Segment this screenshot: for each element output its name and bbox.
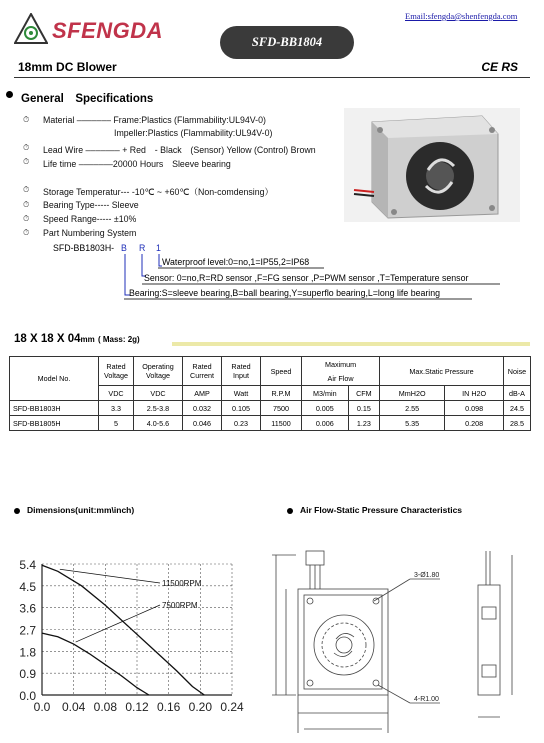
col-header-rated-current: Rated Current bbox=[183, 357, 222, 386]
spec-life-time: Life time –––––––20000 Hours Sleeve bearing bbox=[43, 159, 231, 169]
col-header-rated-input: Rated Input bbox=[222, 357, 261, 386]
x-tick-label: 0.20 bbox=[188, 700, 213, 714]
series-label: 11500RPM bbox=[162, 579, 202, 588]
table-cell: 5 bbox=[99, 416, 134, 431]
page-title: 18mm DC Blower bbox=[18, 60, 117, 74]
table-cell: 0.23 bbox=[222, 416, 261, 431]
series-line bbox=[42, 633, 149, 695]
part-code-bearing: B bbox=[121, 243, 127, 253]
col-header-model: Model No. bbox=[10, 357, 99, 401]
airflow-heading: Air Flow-Static Pressure Characteristics bbox=[300, 505, 463, 515]
product-photo bbox=[344, 108, 520, 222]
table-cell: 2.5-3.8 bbox=[134, 401, 183, 416]
table-cell: 28.5 bbox=[504, 416, 531, 431]
table-cell: 3.3 bbox=[99, 401, 134, 416]
holes-callout: 3-Ø1.80 bbox=[414, 572, 440, 579]
airflow-pressure-chart bbox=[0, 548, 262, 743]
unit-cell: MmH2O bbox=[380, 386, 445, 401]
spec-impeller: Impeller:Plastics (Flammability:UL94V-0) bbox=[114, 128, 273, 138]
col-header-operating-voltage: Operating Voltage bbox=[134, 357, 183, 386]
unit-cell: VDC bbox=[134, 386, 183, 401]
certifications: CE RS bbox=[481, 60, 518, 74]
clock-icon: ⏱ bbox=[23, 157, 30, 166]
spec-lead-wire: Lead Wire ––––––– + Red - Black (Sensor) Yellow (Control) Brown bbox=[43, 145, 316, 155]
y-tick-label: 0.0 bbox=[19, 689, 36, 703]
clock-icon: ⏱ bbox=[23, 115, 30, 124]
table-header-row bbox=[10, 357, 531, 372]
series-leader-line bbox=[76, 605, 160, 642]
dimensions-heading: Dimensions(unit:mm\inch) bbox=[27, 505, 135, 515]
spec-table bbox=[9, 356, 531, 431]
waterproof-legend: Waterproof level:0=no,1=IP55,2=IP68 bbox=[162, 257, 310, 267]
spec-speed-range: Speed Range----- ±10% bbox=[43, 214, 137, 224]
series-leader-line bbox=[60, 569, 160, 583]
clock-icon: ⏱ bbox=[23, 214, 30, 223]
x-tick-label: 0.24 bbox=[220, 700, 244, 714]
table-cell: 5.35 bbox=[380, 416, 445, 431]
part-code-waterproof: 1 bbox=[156, 243, 161, 253]
email-link[interactable]: Email:sfengda@shenfengda.com bbox=[405, 11, 518, 21]
bullet-icon bbox=[14, 508, 20, 514]
table-row bbox=[10, 401, 531, 416]
unit-cell: AMP bbox=[183, 386, 222, 401]
table-cell: 0.105 bbox=[222, 401, 261, 416]
spec-material: Material ––––––– Frame:Plastics (Flammability:UL94V-0) bbox=[43, 115, 266, 125]
size-unit: mm bbox=[80, 335, 95, 344]
x-tick-label: 0.0 bbox=[33, 700, 51, 714]
spec-storage-temp: Storage Temperatur--- -10℃ ~ +60℃（Non-comdensing） bbox=[43, 187, 274, 197]
table-cell: 1.23 bbox=[348, 416, 379, 431]
unit-cell: IN H2O bbox=[445, 386, 504, 401]
table-cell: 7500 bbox=[261, 401, 302, 416]
table-cell: SFD-BB1803H bbox=[10, 401, 99, 416]
table-cell: 0.15 bbox=[348, 401, 379, 416]
y-tick-label: 3.6 bbox=[19, 601, 36, 616]
y-tick-label: 4.5 bbox=[19, 579, 36, 594]
y-tick-label: 5.4 bbox=[19, 558, 36, 572]
table-cell: 11500 bbox=[261, 416, 302, 431]
bearing-legend: Bearing:S=sleeve bearing,B=ball bearing,Y=superflo bearing,L=long life bearing bbox=[129, 288, 441, 298]
unit-cell: M3/min bbox=[302, 386, 349, 401]
series-label: 7500RPM bbox=[162, 601, 198, 610]
size-heading bbox=[14, 333, 140, 345]
clock-icon: ⏱ bbox=[23, 143, 30, 152]
header-divider bbox=[14, 77, 530, 78]
unit-cell: dB-A bbox=[504, 386, 531, 401]
col-header-max-air-flow-sub: Air Flow bbox=[302, 371, 380, 386]
spec-part-numbering: Part Numbering System bbox=[43, 228, 137, 238]
table-cell: 0.006 bbox=[302, 416, 349, 431]
unit-cell: R.P.M bbox=[261, 386, 302, 401]
table-cell: 4.0-5.6 bbox=[134, 416, 183, 431]
col-header-max-air-flow: Maximum bbox=[302, 357, 380, 372]
table-cell: 0.046 bbox=[183, 416, 222, 431]
x-tick-label: 0.04 bbox=[61, 700, 86, 714]
col-header-speed: Speed bbox=[261, 357, 302, 386]
table-cell: SFD-BB1805H bbox=[10, 416, 99, 431]
y-tick-label: 1.8 bbox=[19, 645, 36, 660]
col-header-max-static: Max.Static Pressure bbox=[380, 357, 504, 386]
size-mass: ( Mass: 2g) bbox=[97, 335, 140, 344]
bullet-icon bbox=[6, 91, 13, 98]
model-badge: SFD-BB1804 bbox=[220, 26, 354, 59]
part-number-base: SFD-BB1803H- bbox=[53, 243, 115, 253]
table-row bbox=[10, 416, 531, 431]
x-tick-label: 0.08 bbox=[93, 700, 118, 714]
x-tick-label: 0.16 bbox=[156, 700, 181, 714]
part-code-sensor: R bbox=[139, 243, 146, 253]
table-cell: 0.208 bbox=[445, 416, 504, 431]
size-dimensions: 18 X 18 X 04 bbox=[14, 333, 81, 345]
unit-cell: Watt bbox=[222, 386, 261, 401]
col-header-noise: Noise bbox=[504, 357, 531, 386]
x-tick-label: 0.12 bbox=[125, 700, 149, 714]
col-header-rated-voltage: Rated Voltage bbox=[99, 357, 134, 386]
clock-icon: ⏱ bbox=[23, 228, 30, 237]
spec-bearing-type: Bearing Type----- Sleeve bbox=[43, 200, 139, 210]
table-cell: 0.005 bbox=[302, 401, 349, 416]
unit-cell: VDC bbox=[99, 386, 134, 401]
table-cell: 2.55 bbox=[380, 401, 445, 416]
brand-logo-icon bbox=[14, 13, 48, 45]
clock-icon: ⏱ bbox=[23, 200, 30, 209]
clock-icon: ⏱ bbox=[23, 185, 30, 194]
y-tick-label: 2.7 bbox=[19, 623, 36, 638]
table-cell: 0.098 bbox=[445, 401, 504, 416]
radius-callout: 4-R1.00 bbox=[414, 696, 439, 703]
table-cell: 0.032 bbox=[183, 401, 222, 416]
brand-name: SFENGDA bbox=[52, 18, 164, 43]
size-divider bbox=[172, 342, 530, 346]
bullet-icon bbox=[287, 508, 293, 514]
sensor-legend: Sensor: 0=no,R=RD sensor ,F=FG sensor ,P=PWM sensor ,T=Temperature sensor bbox=[144, 273, 469, 283]
table-cell: 24.5 bbox=[504, 401, 531, 416]
general-specs-heading: General Specifications bbox=[21, 93, 154, 105]
y-tick-label: 0.9 bbox=[19, 667, 36, 682]
dimension-drawing bbox=[262, 545, 544, 743]
unit-cell: CFM bbox=[348, 386, 379, 401]
